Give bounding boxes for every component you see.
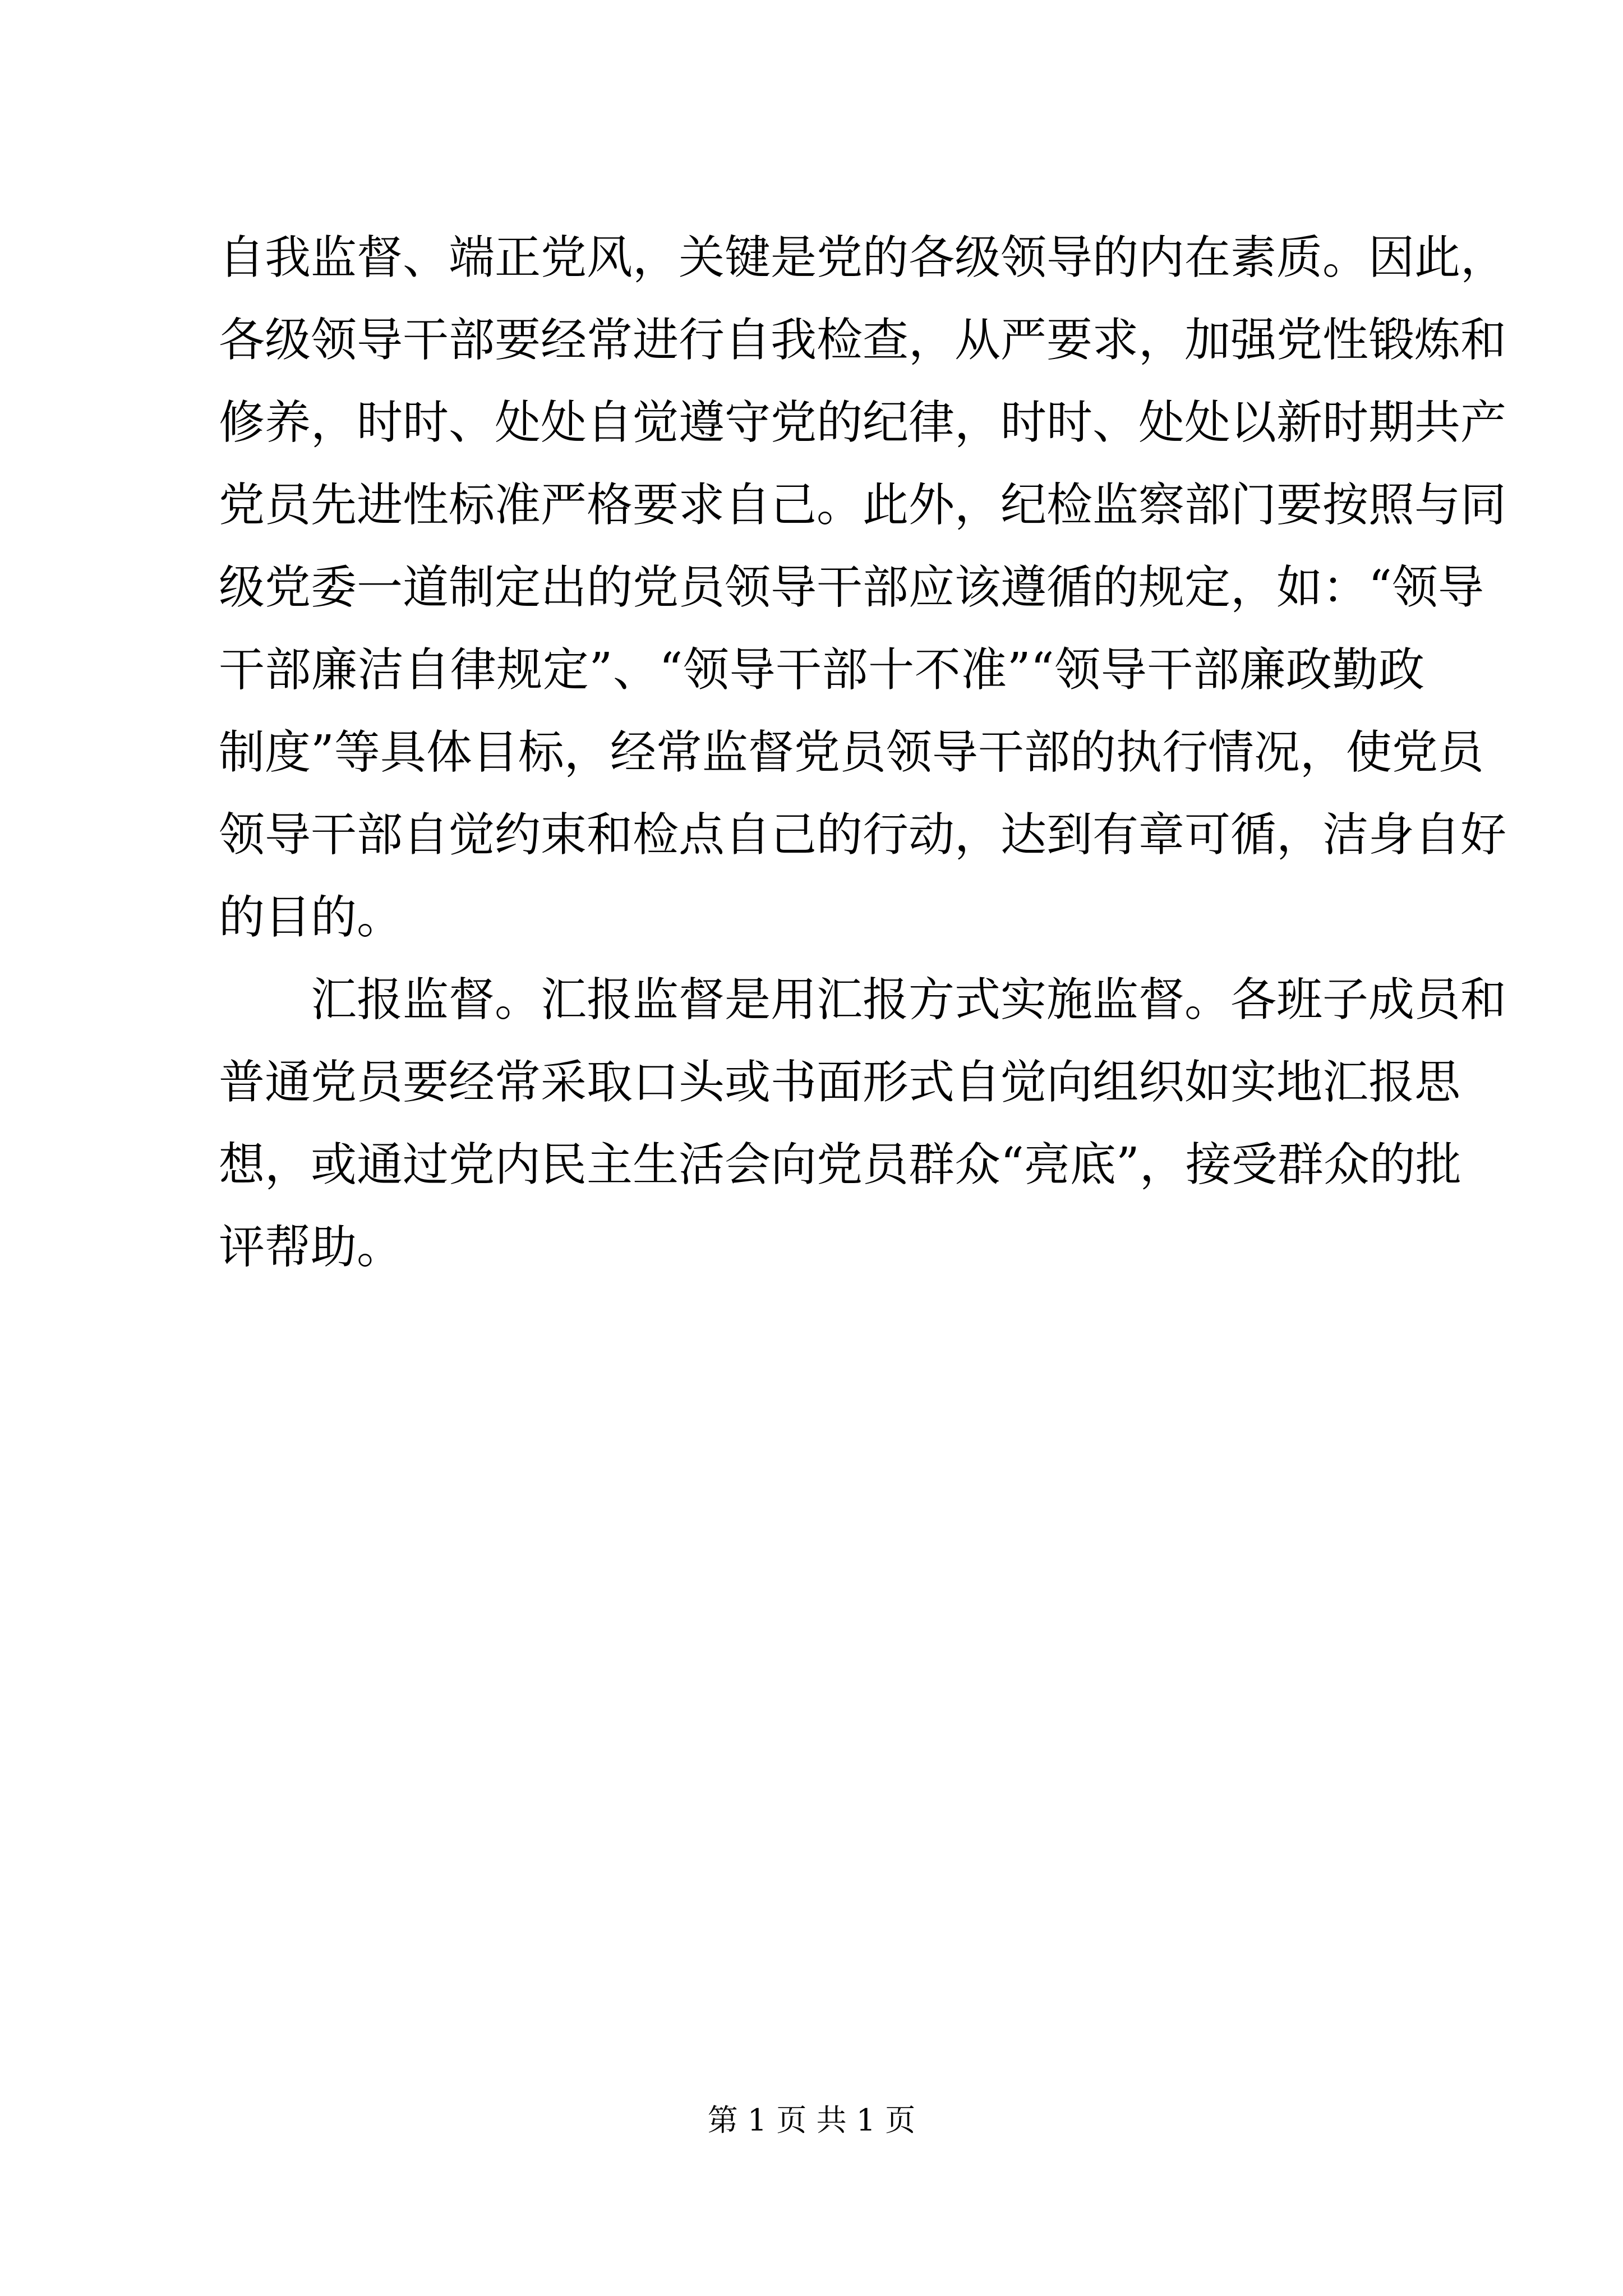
text-line: 普通党员要经常采取口头或书面形式自觉向组织如实地汇报思 xyxy=(219,1056,1461,1109)
text-line: 汇报监督。汇报监督是用汇报方式实施监督。各班子成员和 xyxy=(311,973,1507,1027)
paragraph-1 xyxy=(219,217,1507,959)
text-line: 领导干部自觉约束和检点自己的行动，达到有章可循，洁身自好 xyxy=(219,808,1507,862)
text-line: 的目的。 xyxy=(219,891,403,944)
text-line: 制度”等具体目标，经常监督党员领导干部的执行情况，使党员 xyxy=(219,726,1484,779)
body-text xyxy=(219,217,1507,1289)
text-line: 想，或通过党内民主生活会向党员群众“亮底”，接受群众的批 xyxy=(219,1138,1461,1191)
paragraph-2 xyxy=(219,959,1507,1289)
text-line: 自我监督、端正党风，关键是党的各级领导的内在素质。因此， xyxy=(219,231,1507,284)
page-footer: 第 1 页 共 1 页 xyxy=(707,2102,916,2138)
text-line: 各级领导干部要经常进行自我检查，从严要求，加强党性锻炼和 xyxy=(219,314,1507,367)
text-line: 修养，时时、处处自觉遵守党的纪律，时时、处处以新时期共产 xyxy=(219,396,1507,449)
text-line: 党员先进性标准严格要求自己。此外，纪检监察部门要按照与同 xyxy=(219,478,1507,532)
text-line: 评帮助。 xyxy=(219,1221,403,1274)
text-line: 干部廉洁自律规定”、“领导干部十不准”“领导干部廉政勤政 xyxy=(219,643,1424,697)
text-line: 级党委一道制定出的党员领导干部应该遵循的规定，如：“领导 xyxy=(219,561,1484,614)
